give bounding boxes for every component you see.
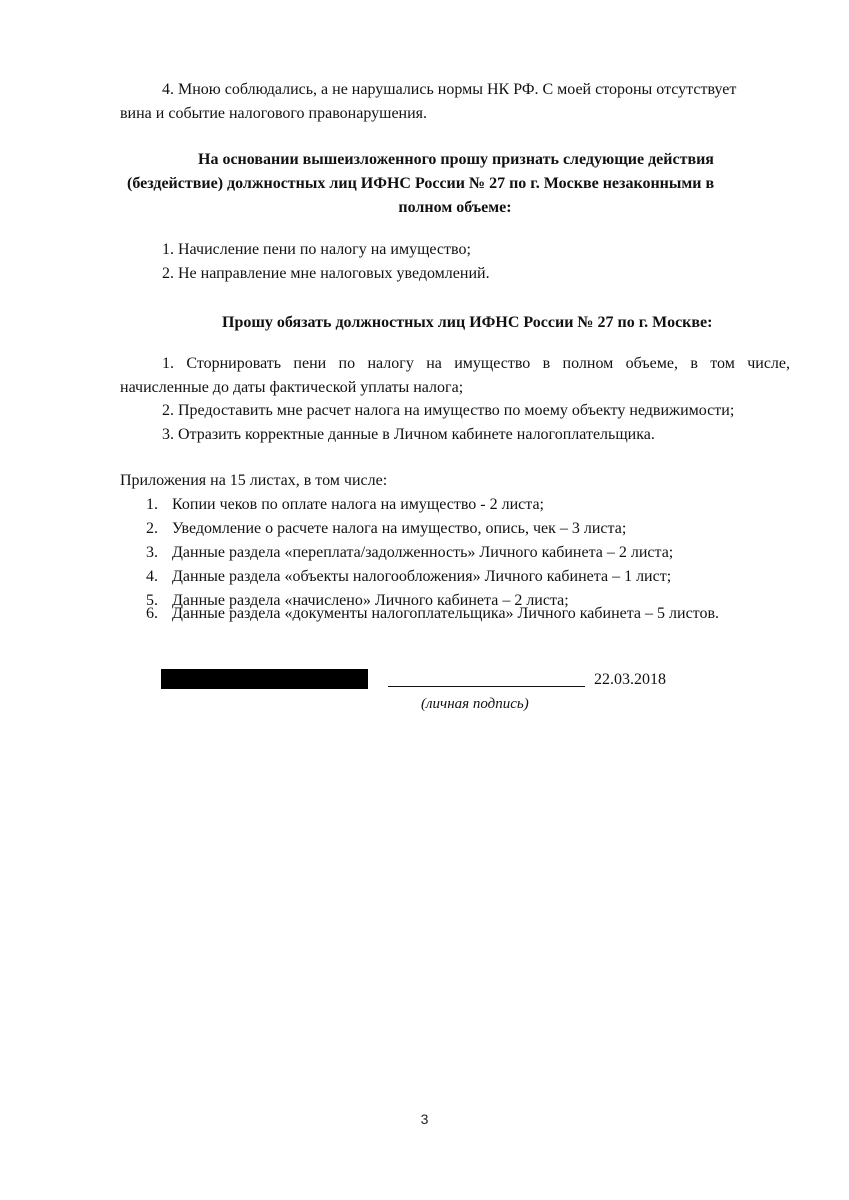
obligation-item-1-line-2: начисленные до даты фактической уплаты налога; bbox=[120, 379, 464, 396]
attachment-text: Копии чеков по оплате налога на имущество - 2 листа; bbox=[172, 496, 544, 513]
attachment-text: Уведомление о расчете налога на имущество, опись, чек – 3 листа; bbox=[172, 520, 627, 537]
attachment-number: 6. bbox=[146, 605, 158, 622]
attachment-text: Данные раздела «объекты налогообложения» Личного кабинета – 1 лист; bbox=[172, 568, 672, 585]
request-heading-line-1: На основании вышеизложенного прошу признать следующие действия bbox=[198, 151, 714, 168]
obligation-heading: Прошу обязать должностных лиц ИФНС России № 27 по г. Москве: bbox=[222, 314, 713, 331]
attachment-item bbox=[146, 543, 673, 563]
point-4-line-1: 4. Мною соблюдались, а не нарушались нормы НК РФ. С моей стороны отсутствует bbox=[162, 81, 737, 98]
signature-caption: (личная подпись) bbox=[421, 696, 529, 712]
obligation-item-2: 2. Предоставить мне расчет налога на имущество по моему объекту недвижимости; bbox=[162, 402, 735, 419]
signature-date: 22.03.2018 bbox=[594, 671, 666, 688]
request-heading-line-3: полном объеме: bbox=[398, 199, 512, 216]
attachment-number: 1. bbox=[146, 496, 158, 513]
attachment-text: Данные раздела «переплата/задолженность» Личного кабинета – 2 листа; bbox=[172, 544, 674, 561]
attachment-number: 5. bbox=[146, 592, 158, 609]
attachment-item bbox=[146, 604, 719, 624]
request-item-1: 1. Начисление пени по налогу на имущество; bbox=[162, 241, 471, 258]
attachment-item bbox=[146, 495, 544, 515]
page-number: 3 bbox=[420, 1111, 429, 1127]
redacted-name-block bbox=[161, 669, 368, 689]
request-heading-line-2: (бездействие) должностных лиц ИФНС России № 27 по г. Москве незаконными в bbox=[127, 175, 715, 192]
attachment-number: 3. bbox=[146, 544, 158, 561]
attachment-text: Данные раздела «начислено» Личного кабинета – 2 листа; bbox=[172, 592, 569, 609]
obligation-item-3: 3. Отразить корректные данные в Личном кабинете налогоплательщика. bbox=[162, 426, 655, 443]
attachments-intro: Приложения на 15 листах, в том числе: bbox=[120, 472, 388, 489]
signature-line bbox=[388, 686, 585, 687]
obligation-item-1-line-1: 1. Сторнировать пени по налогу на имущество в полном объеме, в том числе, bbox=[162, 355, 790, 372]
attachment-item bbox=[146, 567, 671, 587]
attachment-number: 2. bbox=[146, 520, 158, 537]
attachment-number: 4. bbox=[146, 568, 158, 585]
attachment-text: Данные раздела «документы налогоплательщика» Личного кабинета – 5 листов. bbox=[172, 605, 719, 622]
point-4-line-2: вина и событие налогового правонарушения. bbox=[120, 105, 428, 122]
attachment-item bbox=[146, 519, 626, 539]
request-item-2: 2. Не направление мне налоговых уведомлений. bbox=[162, 265, 490, 282]
